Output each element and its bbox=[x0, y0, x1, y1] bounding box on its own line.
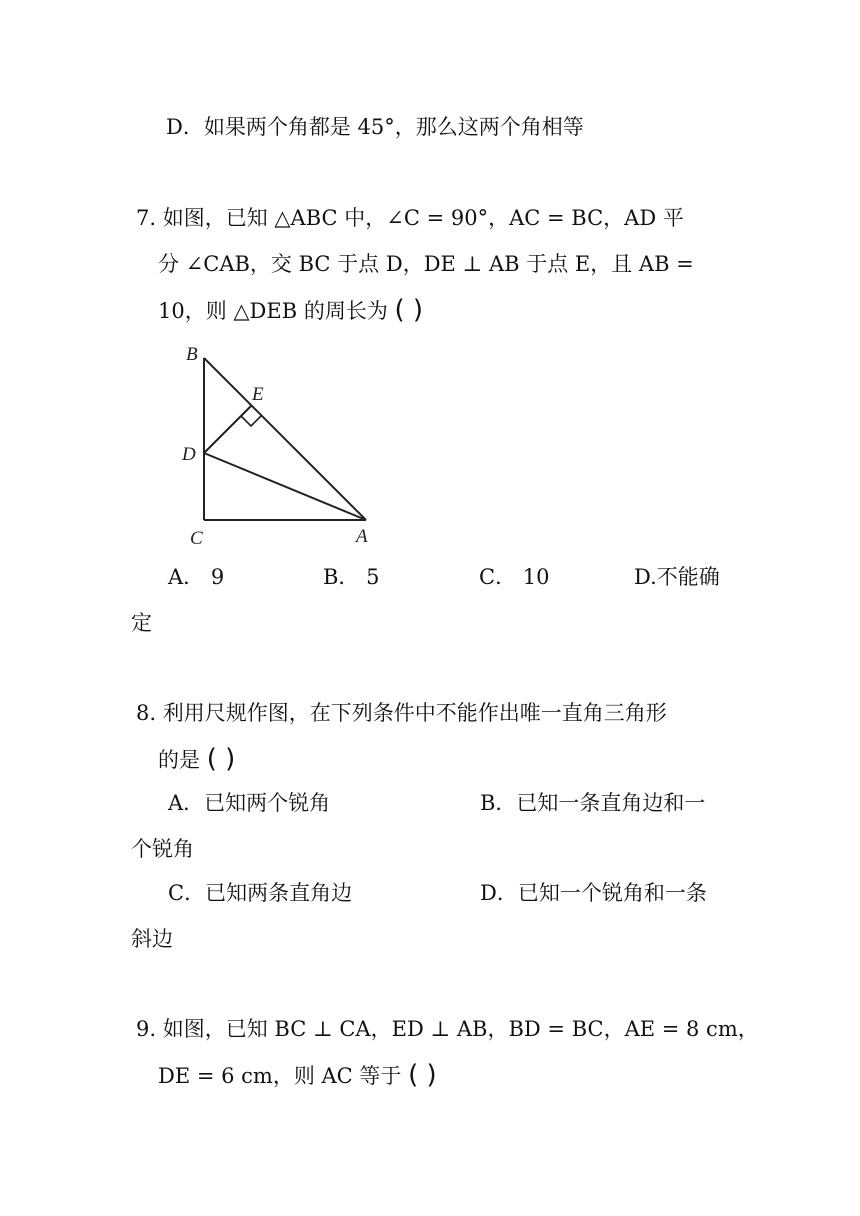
q8-option-d: D．已知一个锐角和一条 bbox=[480, 881, 707, 905]
q7-stem-line1: 7. 如图，已知 △ABC 中，∠C = 90°，AC = BC，AD 平 bbox=[136, 206, 684, 230]
right-angle-mark bbox=[241, 416, 261, 426]
q7-option-b: B． 5 bbox=[323, 565, 380, 589]
q9-stem-text: DE = 6 cm，则 AC 等于 bbox=[158, 1064, 402, 1088]
q7-option-a: A． 9 bbox=[168, 565, 225, 589]
label-c: C bbox=[190, 528, 203, 549]
q6-option-d: D．如果两个角都是 45°，那么这两个角相等 bbox=[166, 115, 584, 139]
q7-figure bbox=[180, 340, 380, 550]
q8-option-c: C．已知两条直角边 bbox=[168, 881, 353, 905]
label-a: A bbox=[356, 526, 368, 547]
label-b: B bbox=[186, 344, 198, 365]
q7-stem-line3 bbox=[158, 295, 423, 326]
segment-de bbox=[204, 406, 251, 453]
label-e: E bbox=[252, 384, 264, 405]
q8-option-a: A．已知两个锐角 bbox=[168, 791, 331, 815]
segment-ab bbox=[204, 358, 366, 520]
q7-stem-text: 10，则 △DEB 的周长为 bbox=[158, 299, 388, 323]
q7-answer-paren: ( ) bbox=[394, 295, 424, 325]
q7-option-c: C． 10 bbox=[479, 565, 550, 589]
q8-stem-line1: 8. 利用尺规作图，在下列条件中不能作出唯一直角三角形 bbox=[136, 701, 667, 725]
q8-answer-paren: ( ) bbox=[206, 744, 236, 774]
q8-option-b: B．已知一条直角边和一 bbox=[480, 791, 706, 815]
q9-stem-line1: 9. 如图，已知 BC ⊥ CA，ED ⊥ AB，BD = BC，AE = 8 cm， bbox=[136, 1017, 759, 1041]
q8-stem-line2 bbox=[158, 744, 235, 775]
q7-option-d: D.不能确 bbox=[634, 565, 720, 589]
q7-stem-line2: 分 ∠CAB，交 BC 于点 D，DE ⊥ AB 于点 E，且 AB = bbox=[158, 252, 694, 276]
q8-stem-text: 的是 bbox=[158, 748, 200, 772]
segment-ad bbox=[204, 453, 366, 520]
q9-answer-paren: ( ) bbox=[408, 1060, 437, 1090]
label-d: D bbox=[182, 444, 196, 465]
q8-option-d-continued: 斜边 bbox=[131, 927, 173, 951]
q7-option-d-continued: 定 bbox=[131, 611, 152, 635]
q8-option-b-continued: 个锐角 bbox=[131, 837, 194, 861]
q9-stem-line2 bbox=[158, 1060, 437, 1091]
